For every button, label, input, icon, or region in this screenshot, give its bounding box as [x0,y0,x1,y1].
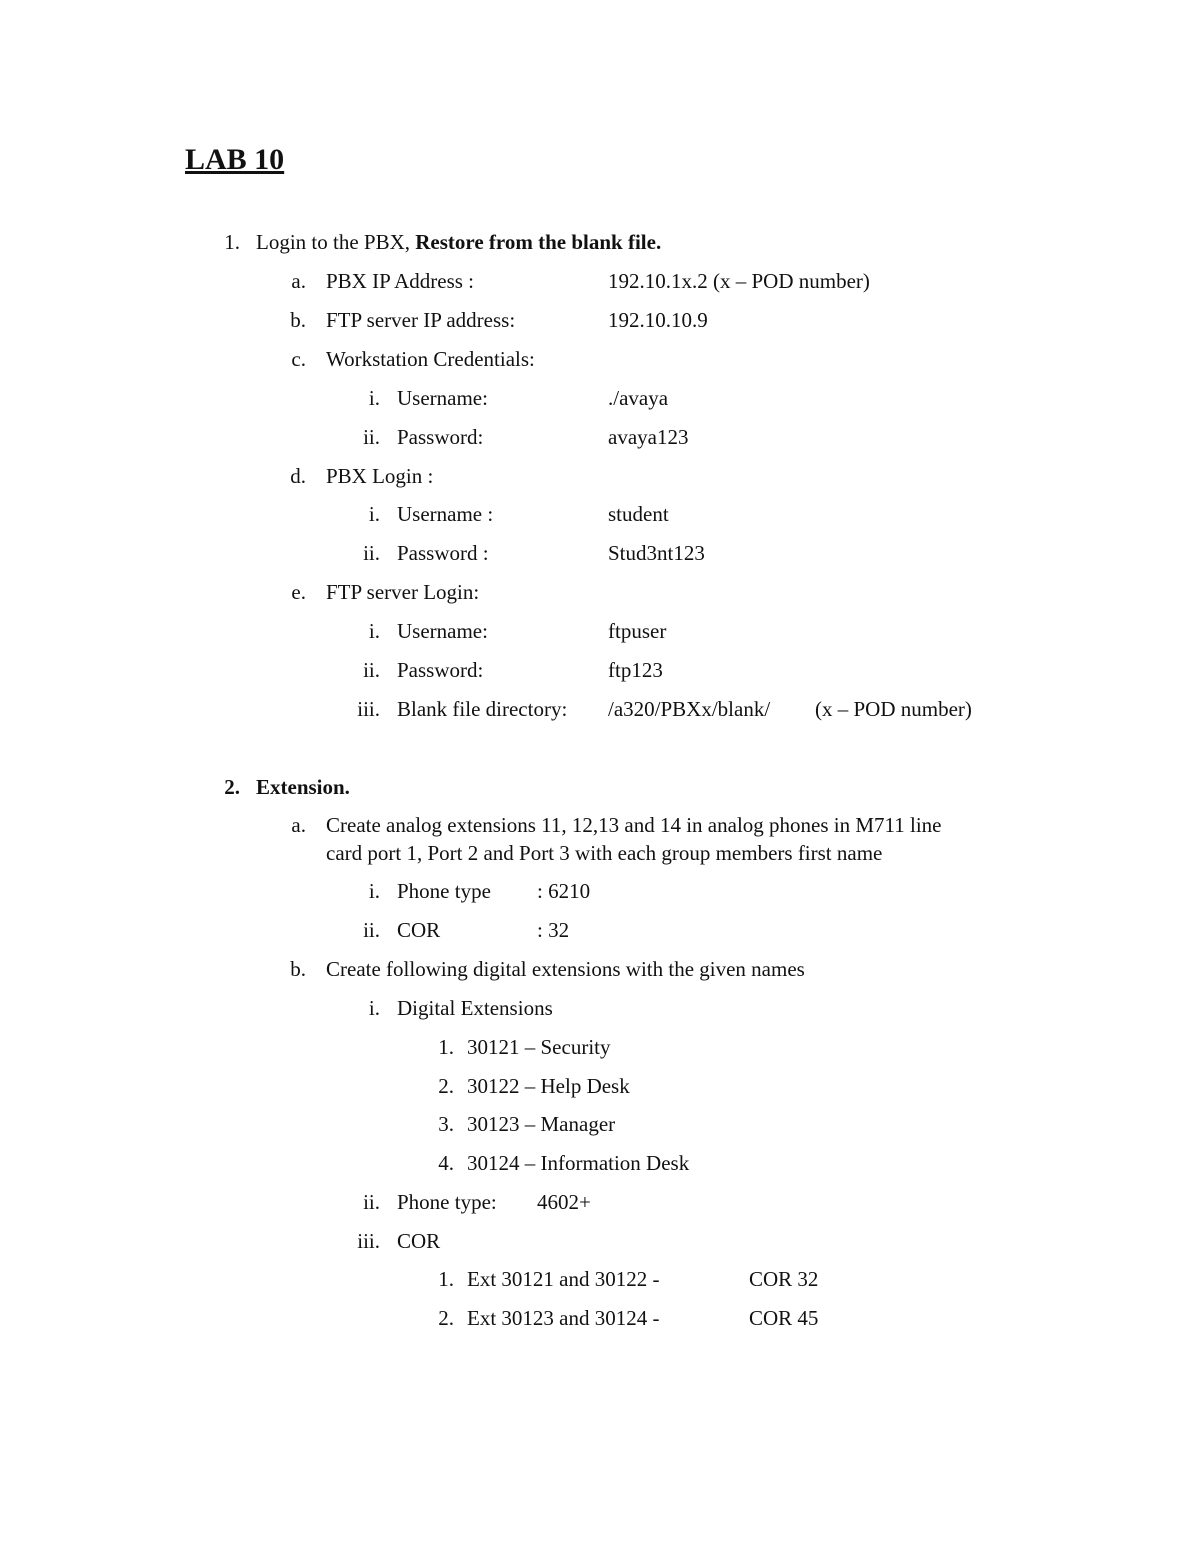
list-marker: i. [368,879,380,903]
item-label: Blank file directory: [397,697,568,721]
section-2-text: Extension. [256,775,350,799]
list-marker: ii. [363,918,380,942]
list-marker: e. [291,580,306,604]
item-value: 4602+ [537,1190,591,1214]
item-value: : 32 [537,918,570,942]
list-marker: ii. [363,541,380,565]
item-label: Digital Extensions [397,996,553,1020]
item-label: FTP server IP address: [326,308,516,332]
item-text: 30121 – Security [467,1035,611,1059]
list-marker: i. [368,502,380,526]
list-marker: i. [368,386,380,410]
section-1-text-bold: Restore from the blank file. [415,230,662,254]
list-marker: c. [291,347,306,371]
item-value: ftp123 [608,658,663,682]
list-marker: 2. [438,1074,454,1098]
list-marker: 1. [438,1035,454,1059]
item-note: (x – POD number) [815,697,972,721]
item-value: /a320/PBXx/blank/ [608,697,771,721]
list-marker: 2. [224,775,240,799]
item-text: Ext 30123 and 30124 - [467,1306,660,1330]
item-label: Phone type: [397,1190,497,1214]
item-value: Stud3nt123 [608,541,705,565]
list-marker: ii. [363,658,380,682]
page-title: LAB 10 [185,143,285,176]
item-label: Password: [397,425,484,449]
list-marker: 1. [224,230,240,254]
list-marker: d. [290,464,306,488]
item-text: card port 1, Port 2 and Port 3 with each group members first name [326,841,883,865]
item-value: ./avaya [608,386,669,410]
item-label: COR [397,918,441,942]
item-value: COR 45 [749,1306,819,1330]
section-1-text [256,228,661,256]
list-marker: 4. [438,1151,454,1175]
item-text: 30123 – Manager [467,1112,616,1136]
list-marker: b. [290,957,306,981]
item-label: Username: [397,619,488,643]
item-text: Create following digital extensions with the given names [326,957,805,981]
list-marker: i. [368,996,380,1020]
item-label: PBX Login : [326,464,434,488]
item-label: FTP server Login: [326,580,480,604]
item-label: Username : [397,502,494,526]
item-label: Workstation Credentials: [326,347,535,371]
item-value: 192.10.1x.2 (x – POD number) [608,269,870,293]
item-label: Phone type [397,879,491,903]
list-marker: iii. [357,1229,380,1253]
list-marker: i. [368,619,380,643]
item-text: Ext 30121 and 30122 - [467,1267,660,1291]
item-value: ftpuser [608,619,667,643]
list-marker: ii. [363,1190,380,1214]
list-marker: a. [291,813,306,837]
item-value: COR 32 [749,1267,819,1291]
item-value: student [608,502,669,526]
item-label: Password : [397,541,489,565]
item-label: Username: [397,386,488,410]
list-marker: ii. [363,425,380,449]
section-1-text-plain: Login to the PBX, [256,230,416,254]
item-value: 192.10.10.9 [608,308,708,332]
item-label: COR [397,1229,441,1253]
list-marker: iii. [357,697,380,721]
item-value: avaya123 [608,425,689,449]
item-value: : 6210 [537,879,591,903]
item-text: 30122 – Help Desk [467,1074,630,1098]
list-marker: 3. [438,1112,454,1136]
item-text: 30124 – Information Desk [467,1151,690,1175]
item-label: PBX IP Address : [326,269,474,293]
list-marker: a. [291,269,306,293]
list-marker: 2. [438,1306,454,1330]
item-label: Password: [397,658,484,682]
item-text: Create analog extensions 11, 12,13 and 14 in analog phones in M711 line [326,813,942,837]
list-marker: 1. [438,1267,454,1291]
list-marker: b. [290,308,306,332]
